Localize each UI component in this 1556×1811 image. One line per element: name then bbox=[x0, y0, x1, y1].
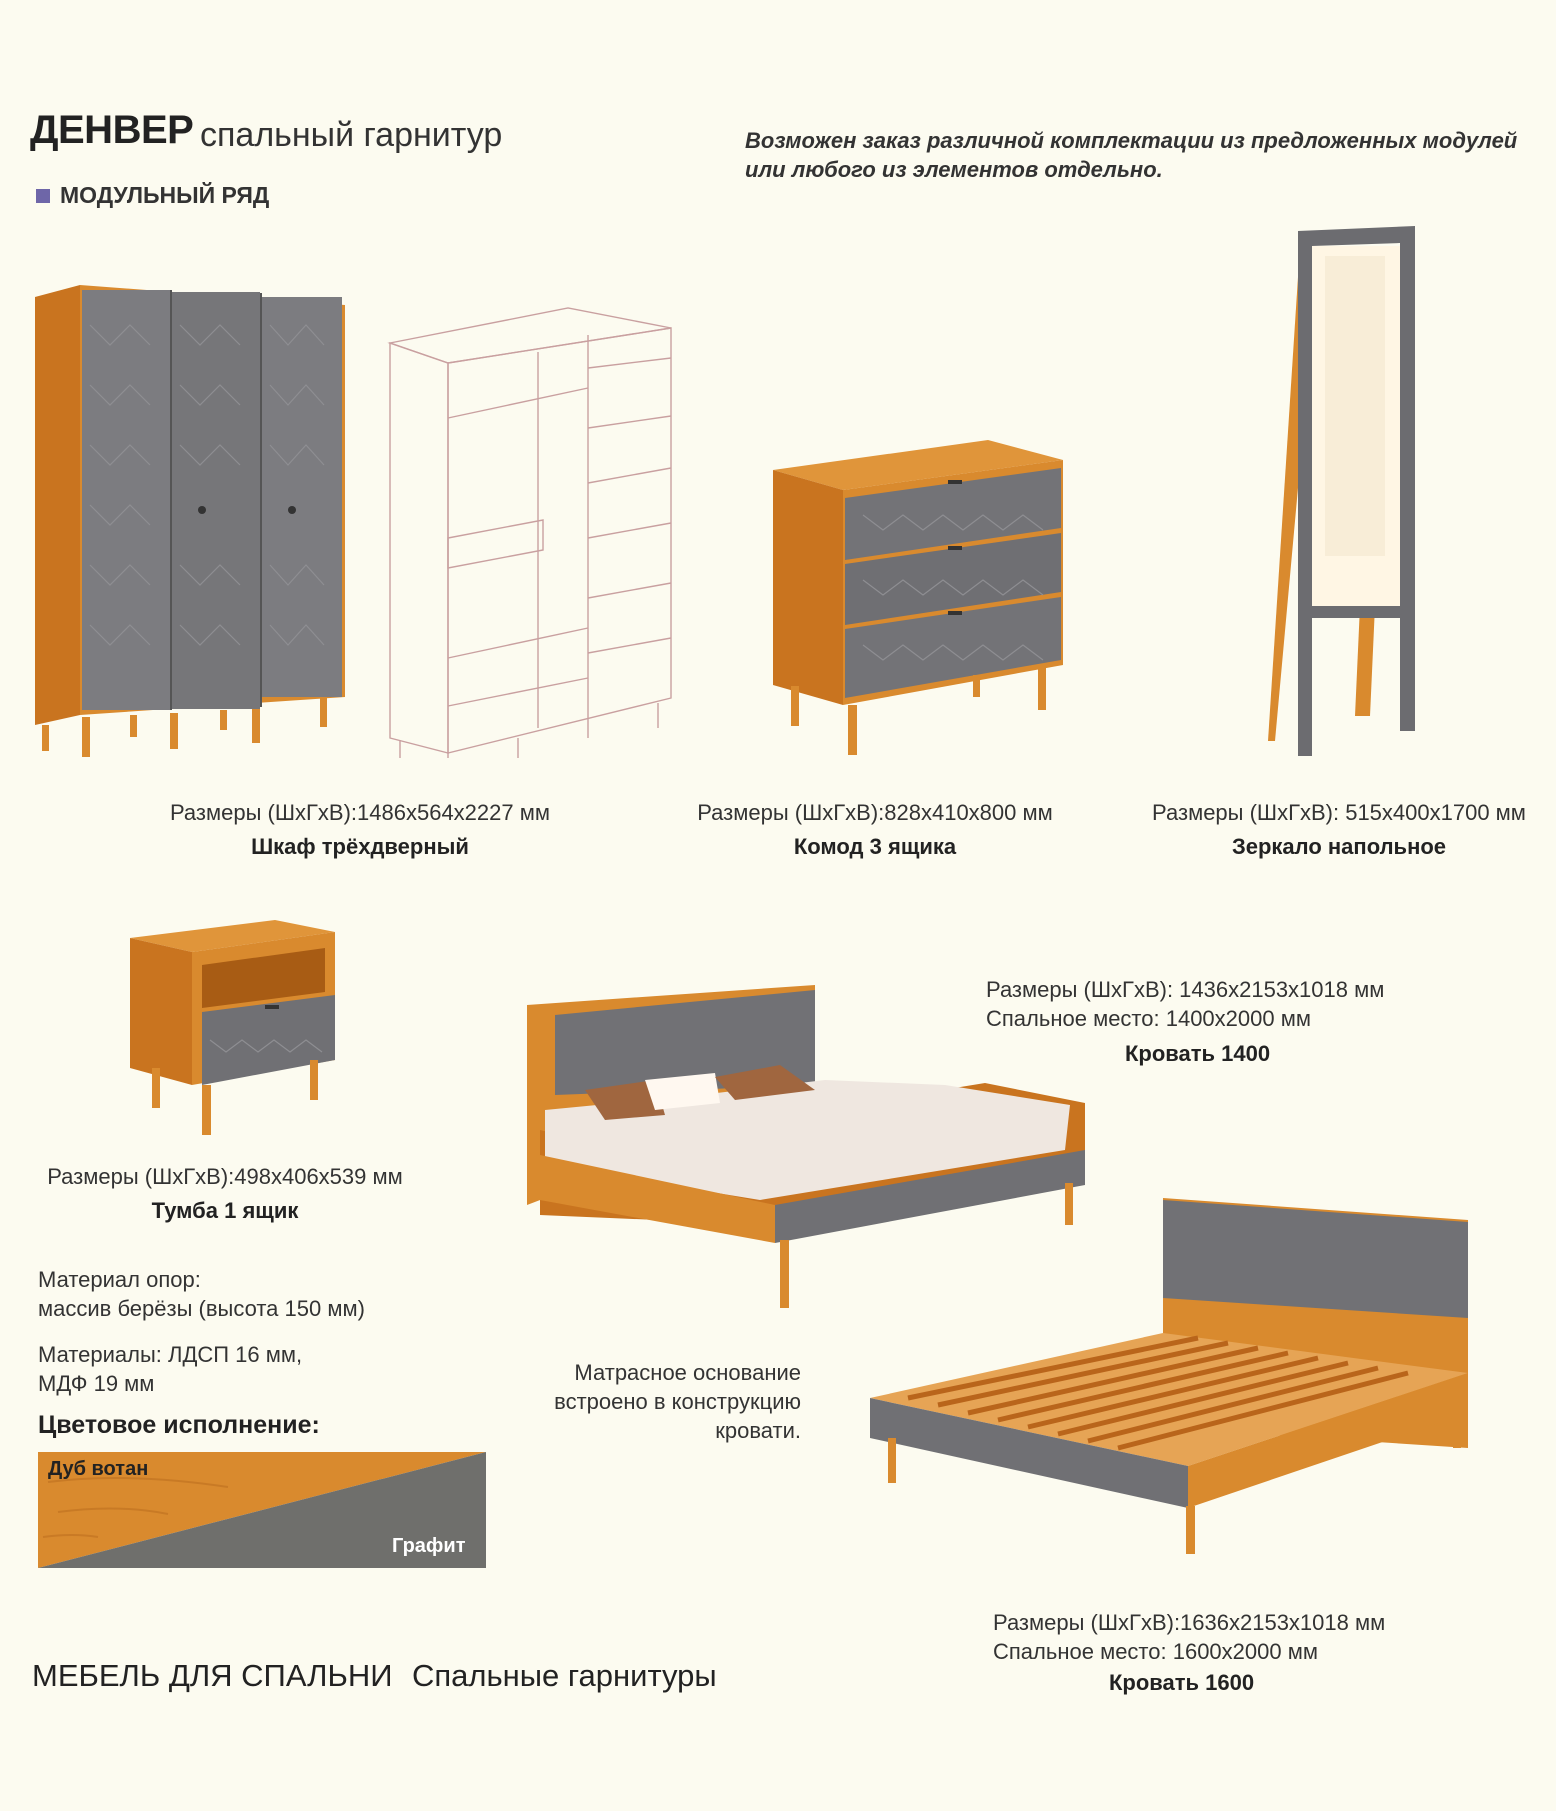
mattress-note-line2: встроено в конструкцию bbox=[554, 1389, 801, 1414]
footer-subcategory: Спальные гарнитуры bbox=[412, 1658, 717, 1693]
bed1400-dims: Размеры (ШхГхВ): 1436х2153х1018 мм bbox=[986, 977, 1385, 1002]
footer-category: МЕБЕЛЬ ДЛЯ СПАЛЬНИ bbox=[32, 1658, 393, 1693]
mirror-dims: Размеры (ШхГхВ): 515х400х1700 мм bbox=[1152, 800, 1526, 825]
mattress-note-line3: кровати. bbox=[715, 1418, 801, 1443]
order-note bbox=[745, 126, 1555, 184]
series-label bbox=[36, 182, 269, 209]
wardrobe-dims: Размеры (ШхГхВ):1486х564х2227 мм bbox=[169, 800, 550, 825]
bullet-square-icon bbox=[36, 189, 50, 203]
bed1400-sleep: Спальное место: 1400х2000 мм bbox=[986, 1006, 1311, 1031]
color-graphite-label: Графит bbox=[392, 1535, 466, 1557]
nightstand-dims: Размеры (ШхГхВ):498х406х539 мм bbox=[47, 1164, 403, 1189]
bed1400-name: Кровать 1400 bbox=[1125, 1041, 1271, 1066]
color-header: Цветовое исполнение: bbox=[38, 1411, 320, 1439]
color-oak-label: Дуб вотан bbox=[48, 1458, 149, 1480]
mattress-note-line1: Матрасное основание bbox=[574, 1360, 801, 1385]
mirror-name: Зеркало напольное bbox=[1231, 834, 1447, 859]
dresser-name: Комод 3 ящика bbox=[793, 834, 957, 859]
legs-material bbox=[38, 1265, 365, 1323]
board-material-line2: МДФ 19 мм bbox=[38, 1371, 155, 1396]
bed1600-dims: Размеры (ШхГхВ):1636х2153х1018 мм bbox=[993, 1610, 1386, 1635]
dresser-image bbox=[773, 440, 1073, 760]
bed1600-name: Кровать 1600 bbox=[1109, 1670, 1255, 1695]
wardrobe-image bbox=[30, 285, 350, 765]
legs-material-line2: массив берёзы (высота 150 мм) bbox=[38, 1296, 365, 1321]
nightstand-image bbox=[130, 920, 340, 1140]
page-title: ДЕНВЕР bbox=[30, 108, 194, 152]
wardrobe-schematic bbox=[388, 308, 678, 758]
bed1600-sleep: Спальное место: 1600х2000 мм bbox=[993, 1639, 1318, 1664]
order-note-line1: Возможен заказ различной комплектации из предложенных модулей bbox=[745, 128, 1518, 153]
wardrobe-name: Шкаф трёхдверный bbox=[251, 834, 469, 859]
mattress-note bbox=[505, 1358, 801, 1445]
board-material bbox=[38, 1340, 302, 1398]
bed1600-image bbox=[868, 1198, 1478, 1558]
legs-material-line1: Материал опор: bbox=[38, 1267, 201, 1292]
board-material-line1: Материалы: ЛДСП 16 мм, bbox=[38, 1342, 303, 1367]
dresser-dims: Размеры (ШхГхВ):828х410х800 мм bbox=[697, 800, 1053, 825]
nightstand-name: Тумба 1 ящик bbox=[151, 1198, 299, 1223]
page-subtitle: спальный гарнитур bbox=[200, 116, 503, 154]
mirror-image bbox=[1270, 226, 1430, 756]
order-note-line2: или любого из элементов отдельно. bbox=[745, 157, 1163, 182]
series-text: МОДУЛЬНЫЙ РЯД bbox=[60, 182, 270, 208]
